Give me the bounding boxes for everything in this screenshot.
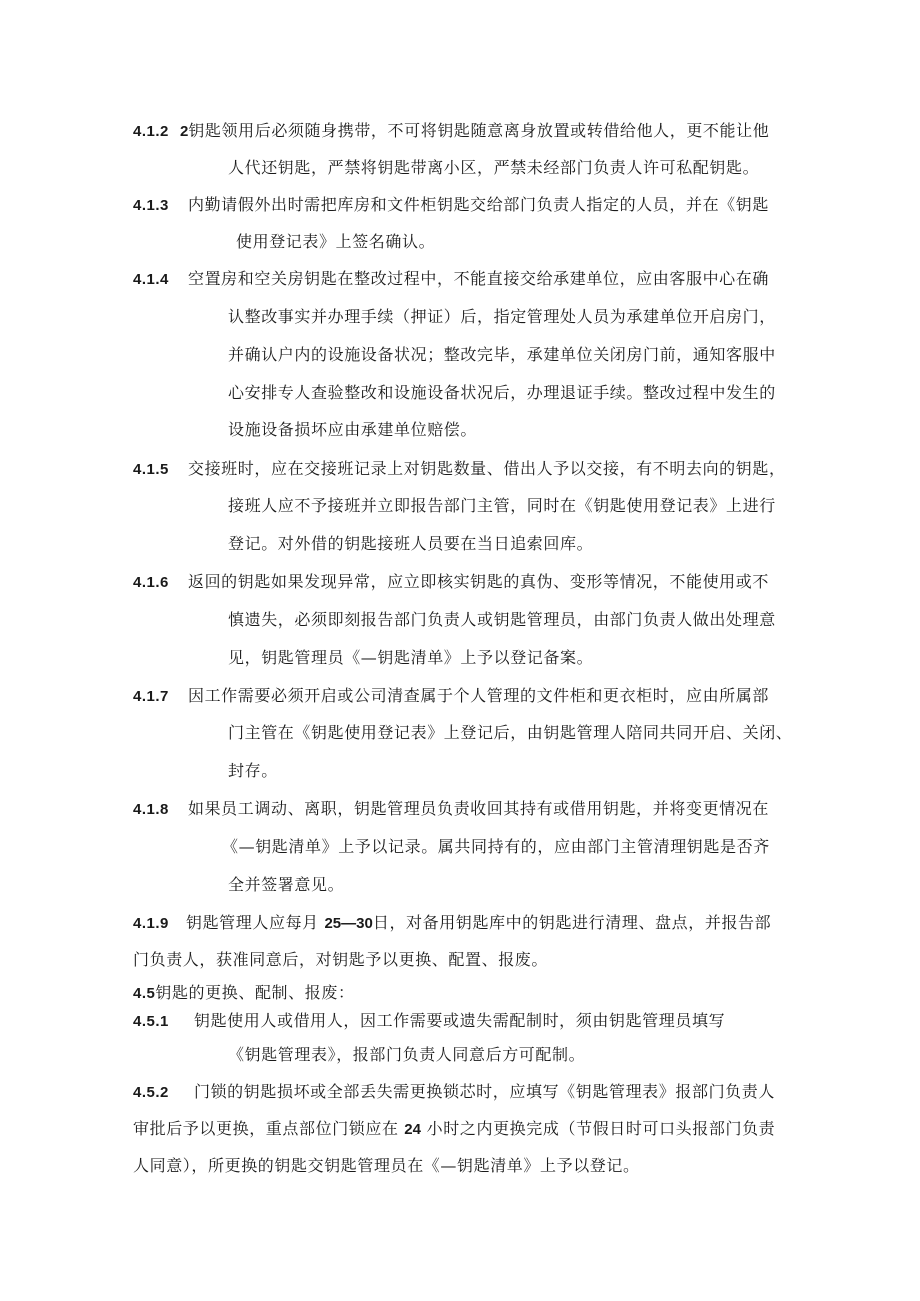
clause-4-5-2-line-3: 人同意），所更换的钥匙交钥匙管理员在《—钥匙清单》上予以登记。: [133, 1156, 640, 1175]
clause-text-before: 钥匙管理人应每月: [185, 913, 325, 932]
section-title: 钥匙的更换、配制、报废：: [155, 983, 355, 1002]
clause-4-1-7-line-2: 门主管在《钥匙使用登记表》上登记后，由钥匙管理人陪同共同开启、关闭、: [228, 723, 793, 742]
clause-4-1-6-line-3: 见，钥匙管理员《—钥匙清单》上予以登记备案。: [228, 648, 594, 667]
clause-inline-number: 25—30: [324, 915, 373, 932]
clause-4-1-5-line-2: 接班人应不予接班并立即报告部门主管，同时在《钥匙使用登记表》上进行: [228, 496, 776, 515]
clause-4-1-5-line-1: [133, 458, 786, 481]
clause-4-5-1-line-1: [133, 1010, 725, 1033]
clause-number: 4.1.8: [133, 801, 169, 818]
clause-sub-number: 2: [179, 123, 189, 140]
clause-text: 小时之内更换完成（节假日时可口头报部门负责: [420, 1119, 776, 1138]
clause-4-1-8-line-1: [133, 798, 769, 821]
clause-4-1-3-line-1: [133, 194, 769, 217]
section-4-5-heading: [133, 982, 355, 1005]
clause-text: 钥匙领用后必须随身携带，不可将钥匙随意离身放置或转借给他人，更不能让他: [188, 121, 770, 140]
clause-number: 4.1.3: [133, 197, 169, 214]
clause-4-1-6-line-2: 慎遗失，必须即刻报告部门负责人或钥匙管理员，由部门负责人做出处理意: [228, 610, 776, 629]
clause-number: 4.1.7: [133, 688, 169, 705]
clause-number: 4.5.2: [133, 1084, 169, 1101]
clause-4-1-4-line-5: 设施设备损坏应由承建单位赔偿。: [228, 420, 478, 439]
clause-text: 交接班时，应在交接班记录上对钥匙数量、借出人予以交接，有不明去向的钥匙，: [187, 459, 786, 478]
clause-4-1-5-line-3: 登记。对外借的钥匙接班人员要在当日追索回库。: [228, 534, 594, 553]
clause-number: 4.1.9: [133, 915, 169, 932]
clause-text: 因工作需要必须开启或公司清查属于个人管理的文件柜和更衣柜时，应由所属部: [187, 686, 769, 705]
clause-4-1-8-line-2: 《—钥匙清单》上予以记录。属共同持有的，应由部门主管清理钥匙是否齐: [222, 837, 770, 856]
clause-text: 日，对备用钥匙库中的钥匙进行清理、盘点，并报告部: [372, 913, 772, 932]
clause-number: 4.1.2: [133, 123, 169, 140]
clause-4-1-8-line-3: 全并签署意见。: [228, 875, 345, 894]
clause-text: 门锁的钥匙损坏或全部丢失需更换锁芯时，应填写《钥匙管理表》报部门负责人: [193, 1082, 775, 1101]
clause-4-1-4-line-4: 心安排专人查验整改和设施设备状况后，办理退证手续。整改过程中发生的: [228, 383, 776, 402]
clause-4-1-4-line-3: 并确认户内的设施设备状况；整改完毕，承建单位关闭房门前，通知客服中: [228, 345, 776, 364]
clause-number: 4.1.4: [133, 271, 169, 288]
clause-4-5-2-line-1: [133, 1081, 775, 1104]
clause-4-1-2-line-2: 人代还钥匙，严禁将钥匙带离小区，严禁未经部门负责人许可私配钥匙。: [228, 158, 760, 177]
clause-4-1-2-line-1: [133, 120, 769, 143]
clause-text: 钥匙使用人或借用人，因工作需要或遗失需配制时，须由钥匙管理员填写: [193, 1011, 726, 1030]
clause-4-1-6-line-1: [133, 571, 769, 594]
clause-4-1-4-line-1: [133, 268, 769, 291]
clause-number: 4.1.6: [133, 574, 169, 591]
clause-4-1-9-line-2: 门负责人，获准同意后，对钥匙予以更换、配置、报废。: [133, 950, 549, 969]
clause-4-1-3-line-2: 使用登记表》上签名确认。: [236, 232, 436, 251]
clause-4-5-2-line-2: [133, 1118, 775, 1141]
clause-number: 4.5.1: [133, 1013, 169, 1030]
clause-4-5-1-line-2: 《钥匙管理表》，报部门负责人同意后方可配制。: [228, 1045, 586, 1064]
clause-4-1-4-line-2: 认整改事实并办理手续（押证）后，指定管理处人员为承建单位开启房门，: [228, 307, 776, 326]
clause-inline-number: 24: [404, 1121, 421, 1138]
clause-4-1-7-line-1: [133, 685, 769, 708]
clause-text: 内勤请假外出时需把库房和文件柜钥匙交给部门负责人指定的人员，并在《钥匙: [187, 195, 769, 214]
clause-text: 空置房和空关房钥匙在整改过程中，不能直接交给承建单位，应由客服中心在确: [187, 269, 769, 288]
clause-text: 如果员工调动、离职，钥匙管理员负责收回其持有或借用钥匙，并将变更情况在: [187, 799, 769, 818]
section-number: 4.5: [133, 985, 156, 1002]
clause-number: 4.1.5: [133, 461, 169, 478]
clause-4-1-9-line-1: [133, 912, 771, 935]
clause-text: 返回的钥匙如果发现异常，应立即核实钥匙的真伪、变形等情况，不能使用或不: [187, 572, 769, 591]
clause-4-1-7-line-3: 封存。: [228, 761, 278, 780]
clause-text-before: 审批后予以更换，重点部位门锁应在: [133, 1119, 405, 1138]
